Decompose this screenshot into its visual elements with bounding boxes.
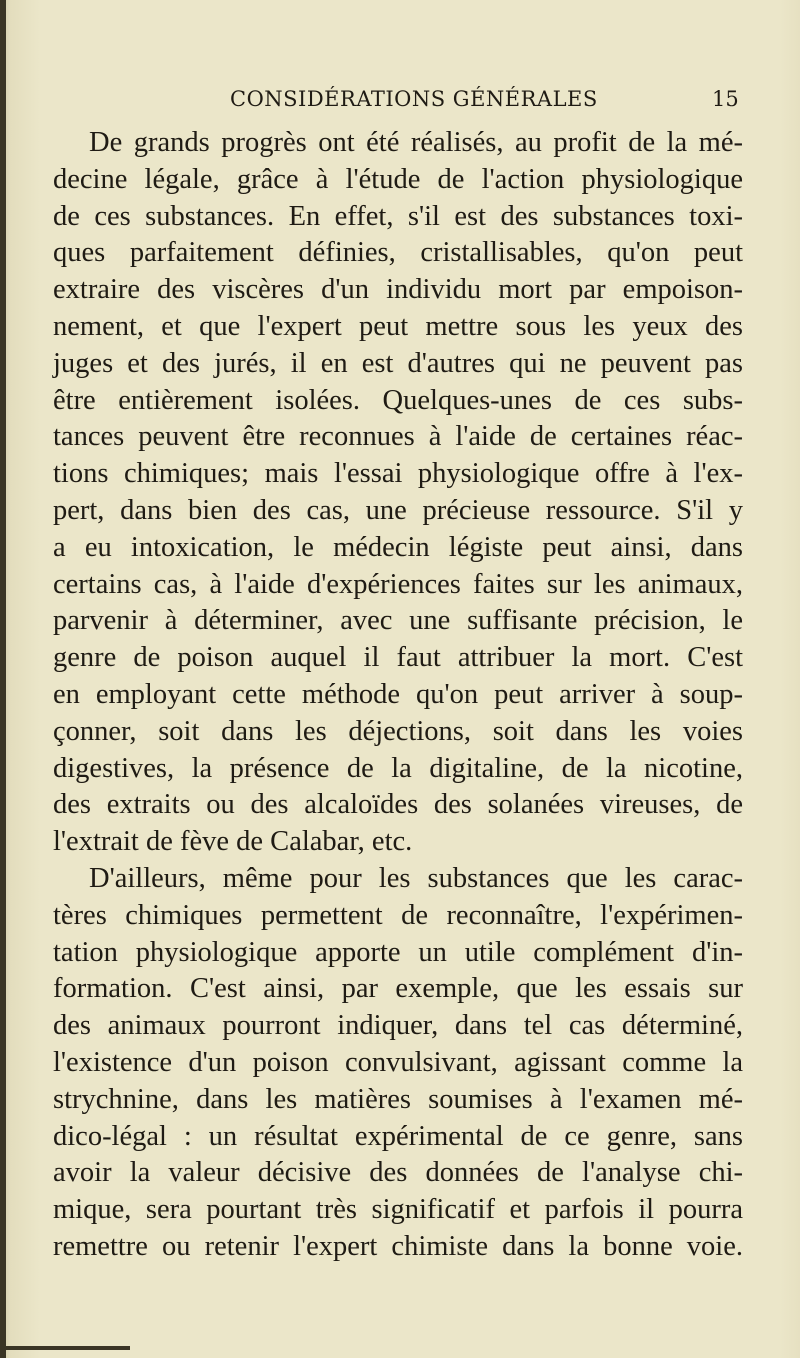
text-line: mique, sera pourtant très significatif et parfois il pourra [53,1194,743,1226]
text-line: des extraits ou des alcaloïdes des solanées vireuses, de [53,789,743,821]
running-head [0,87,800,117]
text-line: a eu intoxication, le médecin légiste peut ainsi, dans [53,531,743,563]
text-line: formation. C'est ainsi, par exemple, que les essais sur [53,973,743,1005]
text-line: en employant cette méthode qu'on peut arriver à soup- [53,678,743,710]
text-line: digestives, la présence de la digitaline, de la nicotine, [53,752,743,784]
text-line: remettre ou retenir l'expert chimiste dans la bonne voie. [53,1230,743,1262]
text-line: certains cas, à l'aide d'expériences faites sur les animaux, [53,568,743,600]
text-line: l'existence d'un poison convulsivant, agissant comme la [53,1046,743,1078]
text-line: juges et des jurés, il en est d'autres qui ne peuvent pas [53,347,743,379]
body-text [53,125,743,1266]
text-line: ques parfaitement définies, cristallisables, qu'on peut [53,237,743,269]
text-line: De grands progrès ont été réalisés, au profit de la mé- [89,127,743,158]
page-spine-edge [0,0,6,1358]
page-number: 15 [712,87,739,111]
text-line: extraire des viscères d'un individu mort par empoison- [53,274,743,306]
text-line: tances peuvent être reconnues à l'aide de certaines réac- [53,421,743,453]
text-line: tation physiologique apporte un utile complément d'in- [53,936,743,968]
text-line: de ces substances. En effet, s'il est des substances toxi- [53,200,743,232]
text-line: çonner, soit dans les déjections, soit dans les voies [53,715,743,747]
text-line: D'ailleurs, même pour les substances que les carac- [89,862,743,894]
text-line: être entièrement isolées. Quelques-unes de ces subs- [53,384,743,416]
text-line: avoir la valeur décisive des données de l'analyse chi- [53,1157,743,1189]
text-line: des animaux pourront indiquer, dans tel cas déterminé, [53,1010,743,1042]
running-title: CONSIDÉRATIONS GÉNÉRALES [230,87,598,111]
text-line: decine légale, grâce à l'étude de l'action physiologique [53,163,743,195]
text-line: pert, dans bien des cas, une précieuse ressource. S'il y [53,494,743,526]
bottom-edge-mark [0,1346,130,1350]
text-line: strychnine, dans les matières soumises à l'examen mé- [53,1083,743,1115]
text-line: parvenir à déterminer, avec une suffisante précision, le [53,605,743,637]
text-line: l'extrait de fève de Calabar, etc. [53,826,413,858]
text-line: nement, et que l'expert peut mettre sous les yeux des [53,310,743,342]
text-line: genre de poison auquel il faut attribuer la mort. C'est [53,642,743,674]
text-line: tions chimiques; mais l'essai physiologique offre à l'ex- [53,458,743,490]
text-line: dico-légal : un résultat expérimental de ce genre, sans [53,1120,743,1152]
text-line: tères chimiques permettent de reconnaître, l'expérimen- [53,899,743,931]
